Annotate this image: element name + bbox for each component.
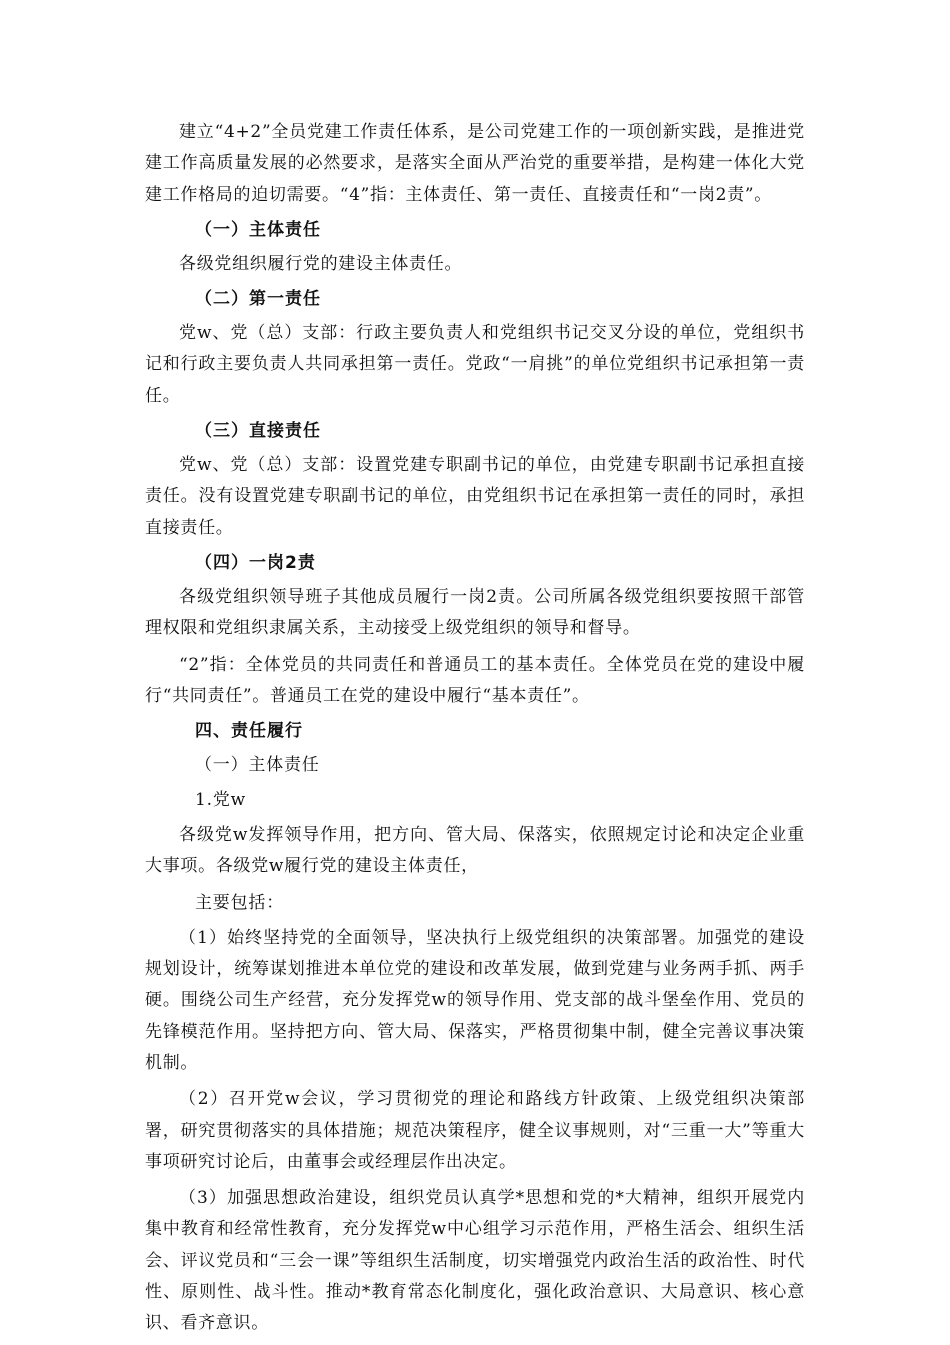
paragraph: 党w、党（总）支部：行政主要负责人和党组织书记交叉分设的单位，党组织书记和行政主要负责人共同承担第一责任。党政“一肩挑”的单位党组织书记承担第一责任。 [145,323,805,406]
heading-main-responsibility: （一）主体责任 [195,219,321,240]
paragraph: 党w、党（总）支部：设置党建专职副书记的单位，由党建专职副书记承担直接责任。没有设置党建专职副书记的单位，由党组织书记在承担第一责任的同时，承担直接责任。 [145,455,805,538]
heading-first-responsibility: （二）第一责任 [195,289,321,310]
paragraph: “2”指：全体党员的共同责任和普通员工的基本责任。全体党员在党的建设中履行“共同责任”。普通员工在党的建设中履行“基本责任”。 [145,654,805,706]
paragraph: （1）始终坚持党的全面领导，坚决执行上级党组织的决策部署。加强党的建设规划设计，统筹谋划推进本单位党的建设和改革发展，做到党建与业务两手抓、两手硬。围绕公司生产经营，充分发挥党w的领导作用、党支部的战斗堡垒作用、党员的先锋模范作用。坚持把方向、管大局、保落实，严格贯彻集中制，健全完善议事决策机制。 [145,927,805,1073]
paragraph: 各级党w发挥领导作用，把方向、管大局、保落实，依照规定讨论和决定企业重大事项。各级党w履行党的建设主体责任， [145,825,805,877]
paragraph: 各级党组织履行党的建设主体责任。 [179,253,463,274]
paragraph: （3）加强思想政治建设，组织党员认真学*思想和党的*大精神，组织开展党内集中教育和经常性教育，充分发挥党w中心组学习示范作用，严格生活会、组织生活会、评议党员和“三会一课”等组织生活制度，切实增强党内政治生活的政治性、时代性、原则性、战斗性。推动*教育常态化制度化，强化政治意识、大局意识、核心意识、看齐意识。 [145,1188,805,1334]
heading-direct-responsibility: （三）直接责任 [195,421,321,442]
paragraph: 各级党组织领导班子其他成员履行一岗2责。公司所属各级党组织要按照干部管理权限和党组织隶属关系，主动接受上级党组织的领导和督导。 [145,586,805,639]
paragraph: （2）召开党w会议，学习贯彻党的理论和路线方针政策、上级党组织决策部署，研究贯彻落实的具体措施；规范决策程序，健全议事规则，对“三重一大”等重大事项研究讨论后，由董事会或经理层作出决定。 [145,1089,805,1172]
heading-one-post-two-duties: （四）一岗2责 [195,552,316,573]
paragraph-intro: 建立“4+2”全员党建工作责任体系，是公司党建工作的一项创新实践，是推进党建工作高质量发展的必然要求，是落实全面从严治党的重要举措，是构建一体化大党建工作格局的迫切需要。“4”指：主体责任、第一责任、直接责任和“一岗2责”。 [145,122,805,205]
section-heading-fulfillment: 四、责任履行 [195,721,303,742]
subheading: （一）主体责任 [195,755,320,776]
subheading: 主要包括： [195,892,284,913]
document-body [145,117,805,1345]
subheading: 1.党w [195,790,246,811]
